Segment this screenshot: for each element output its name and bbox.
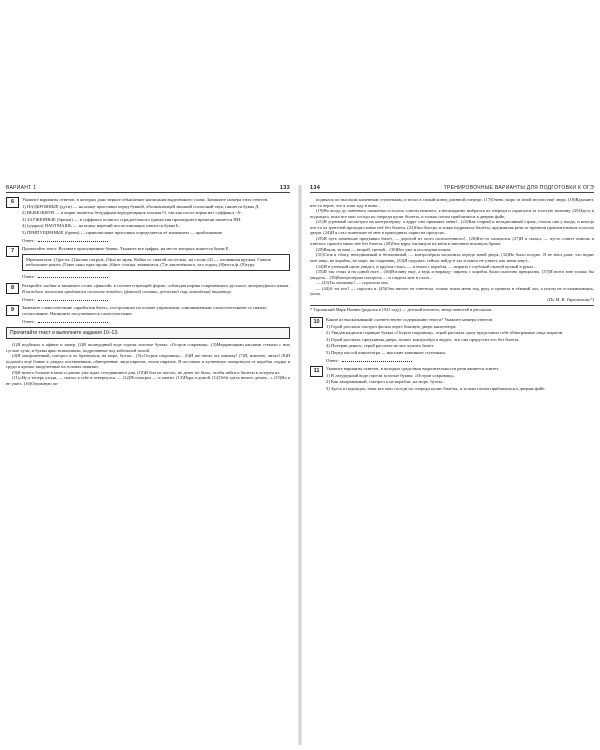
task-prompt: Укажите варианты ответов, в которых средством выразительности речи является эпитет.: [326, 366, 500, 372]
story-paragraph: (21)И угрюмый посмотрел на контролёршу: а вдруг она прикажет меня?.. (22)Как старый и незадачливый страж, стоила она у входа, и иногда кто-то из зрителей проходил мимо неё без билета. (23)Она быстро и ловко надрывала билеты, предъявляя речи от времени пронзительным голосом двери. (24)И я стал поменьше её мне в приподнять скрип на пропуске...: [310, 219, 594, 236]
running-header-right: [310, 185, 594, 193]
story-paragraph: (1)Я подбежал к афише и замер. (2)В пилиурдный воде горели золотые буквы: «Остров сокровищ». (3)Мерцающими каплями стекали с них густые лучи, и буквы ярко вспыхивали, подрезанные под кабельной полой.: [6, 342, 290, 353]
story-paragraph: (9)И нечего больше в кино и дашно уже ждал сегодняшнего дня. (10)И бил не пастал, но денег не было, чтобы зайти и билеты в лотерея их.: [12, 369, 281, 375]
task-10: [310, 317, 594, 363]
task-11: [310, 366, 594, 392]
answer-label: Ответ:: [22, 296, 35, 302]
task-number: 9: [6, 305, 19, 316]
option-item: 3) Герой рассказа, предъявляя дверь, пошел контролёра и выдел, что она прорустит его без билета.: [326, 336, 520, 342]
story-paragraph: (34)И в узенькой щели увидел, и кругом стоял, — и ехали с корабля, — пираты с глубокой сжатой кучкой в руках...: [316, 263, 537, 269]
variant-label: ВАРИАНТ 1: [6, 185, 37, 191]
task-number: 6: [6, 197, 19, 208]
story-text-left: [6, 342, 290, 386]
footnote: * Тарловский Марк Ноевич (родился в 1941 году) — детский писатель, автор повестей и рассказов.: [310, 305, 594, 312]
option-item: 4) Потеряв деньги, герой рассказа не мог купить билет.: [326, 343, 435, 349]
story-paragraph: (35)И так стоял я на одной ноге... (36)Взгляну ещё, а ведь и вправду: пираты с корабля были сказочно прекрасны. (37)И всего мне только бы увидеть... (38)Контролёрша смотрела — и глядела мне в глаза...: [310, 269, 594, 280]
task-prompt: Укажите варианты ответов, в которых дано верное объяснение написания выделенного слова. Запишите номера этих ответов.: [22, 197, 269, 202]
running-header-left: [6, 185, 290, 193]
option-item: 2) ВЫМОКНУВ — в корне пишется безударная чередующаяся гласная О, так как после корня нет суффикса -А-.: [22, 210, 243, 216]
option-item: 1) НАДБРОВНЫЕ (дуги) — на конце приставки перед буквой, обозначающей звонкий согласный звук, пишется буква Д.: [22, 203, 260, 209]
answer-field[interactable]: [342, 357, 412, 362]
option-item: 1) В лазурудный воде горели золотые буквы: «Остров сокровищ».: [326, 372, 455, 378]
answer-field[interactable]: [38, 318, 108, 323]
task-prompt: Прочитайте текст. Вставьте пропущенные буквы. Укажите все цифры, на месте которых пишется буква Е.: [22, 246, 230, 252]
option-item: 2) Увидав надписи горящие буквы «Остров сокровищ», герой рассказа сразу представил себе обветренные лица пиратов.: [326, 330, 564, 336]
story-paragraph: (19)Но когда до заветного окошечка осталось совсем немного, я неожиданно выбрался из очереди и спрятался за толстую колонну. (20)Здесь я подождал, пока все мои соседи по очереди купят билеты, и только потом приблизился к дверям фойе.: [310, 208, 594, 219]
task-prompt: Какие из высказываний соответствуют содержанию текста? Укажите номера ответов.: [326, 317, 494, 323]
task-text-box: Мрачная ком..(1)ра-ча..(2)ночка погруж..(3)на во мрак. Койка со смятой постелью, на столи..(4) — оловянная кружка. Сквозь небольшие решёт..(5)чке окно едва прони..(6)ют солнца, взявшиеся..(7)е лавлечённого, кто ощущ..(8)ются ф..(9)туру.: [22, 254, 290, 271]
story-text-right: [310, 197, 594, 297]
story-paragraph: (25)И чуть поменьше предъявил билет, — дорогой из этого позолоченного!.. (26)Кто-то засмеялся. (27)И я сказал, — пусть станет помочь и ответил: прошёл мимо неё без билета. (28)Она вдруг взглянула на меня и внезапно вскинула брови.: [310, 235, 594, 247]
task-number: 11: [310, 366, 323, 377]
answer-label: Ответ:: [22, 273, 35, 279]
option-item: 2) Как зачарованный, смотрел я на корабли, на море, бухты...: [326, 379, 446, 385]
answer-field[interactable]: [38, 237, 108, 242]
option-item: 1) Герой рассказа смотрел фильм через боковую дверь кинотеатра.: [326, 323, 457, 329]
option-item: 3) Здесь я подождал, пока все мои соседи по очереди купят билеты, и только потом приблизился к дверям фойе.: [326, 385, 546, 391]
story-paragraph: (4)Я заворожённый, смотрел и ах братнаться, на море, бухты... (5)«Остров сокровищ»... (6)И же читал эту книжку! (7)Я, конечно, читал! (8)И подошёл ещё ближе к увидел потемневшие, обветренные лица пиратов, толпа пиратов. Я поставил и кузнечных почерпнули от корабля сердце в груди и крепко закрученные на головах повязки.: [6, 353, 290, 370]
reading-instruction-banner: Прочитайте текст и выполните задания 10–13.: [6, 327, 290, 339]
story-paragraph: — (44)А ты кто? — спросил я. (45)Она ничего не ответила, только взяла меня под руку и провела в тёмный зал, а потом не останавливаясь, ушла.: [310, 285, 594, 297]
story-paragraph: — (43)Ты сможешь? — спросила она.: [316, 280, 389, 286]
task-number: 7: [6, 246, 19, 257]
option-item: 5) Перед кассой кинотеатра — высокие каменные ступеньки.: [326, 350, 446, 356]
book-title: ТРЕНИРОВОЧНЫЕ ВАРИАНТЫ ДЛЯ ПОДГОТОВКИ К ОГЭ: [443, 185, 594, 191]
task-number: 10: [310, 317, 323, 328]
right-page: [310, 185, 594, 745]
page-number-right: 134: [310, 185, 321, 191]
book-gutter: [298, 185, 302, 745]
answer-label: Ответ:: [326, 357, 339, 363]
story-paragraph: (11)«Ну а теперь уходи, — сказал я себе и отвернулся. — (12)Посмотрел — и хватит. (13)Пора и домой. (14)Тебе здесь нечего делать...» (15)Но я не ушёл. (16)Огромную по-: [6, 375, 290, 386]
answer-field[interactable]: [38, 273, 108, 278]
task-6: [6, 197, 290, 243]
task-example: В каждым жаголова продавался полочное повидло, (фиксий) салаты, греческий сыр, катайский тщавтор.: [22, 289, 233, 295]
option-item: 4) (ударил) НАОТМАШЬ — на конце наречий после шипящих пишется буква Ь.: [22, 223, 180, 229]
book-spread: [0, 185, 600, 750]
story-author: (По М. В. Тарловскому*): [547, 296, 594, 302]
option-item: 5) ПРИПУЩЕННЫЕ (брови) — правописание приставки определяется её значением — приближение.: [22, 229, 224, 235]
task-9: [6, 305, 290, 324]
answer-field[interactable]: [38, 296, 108, 301]
task-7: [6, 246, 290, 279]
answer-label: Ответ:: [22, 318, 35, 324]
option-item: 3) ЗАУЖЕННЫЕ (брюки) — в суффиксе полного страдательного причастия прошедшего времени пишется НН.: [22, 216, 242, 222]
page-number-left: 133: [279, 185, 290, 191]
task-8: [6, 283, 290, 303]
task-prompt: Замените словосочетание «прибытия быть», построенное на основе управления, синонимичным словосочетанием со связью согласование. Напишите получившееся словосочетание.: [22, 305, 267, 316]
story-paragraph: (29)Взяли, за ним — второй, третий... (30)Вот уже и последняя пошла.: [316, 246, 452, 252]
task-prompt: Раскройте скобки и запишите слово «фиксий» в соответствующей форме, соблюдая нормы современного русского литературного языка.: [22, 282, 290, 288]
left-page: [6, 185, 290, 745]
story-paragraph: поднялся по высоким каменным ступенькам, и встал в самый конец длинной очереди. (17)Очень скоро за мной встали ещё люди. (18)Вдыхают, кто-то верит, что я тоже иду в кино...: [310, 197, 594, 208]
answer-label: Ответ:: [22, 237, 35, 243]
task-number: 8: [6, 283, 19, 294]
story-paragraph: (31)Стоя я сбоку, неподвижный и безмолвный, — контролёрша заслонила передо мной дверь. (32)Но было поздно. Я не знал даже, что видят моё лицо, не корабль, не море, ни сокровищ. (33)Я подумал: сейчас войду в зал и никто не узнает, как меня зовут...: [310, 252, 594, 264]
